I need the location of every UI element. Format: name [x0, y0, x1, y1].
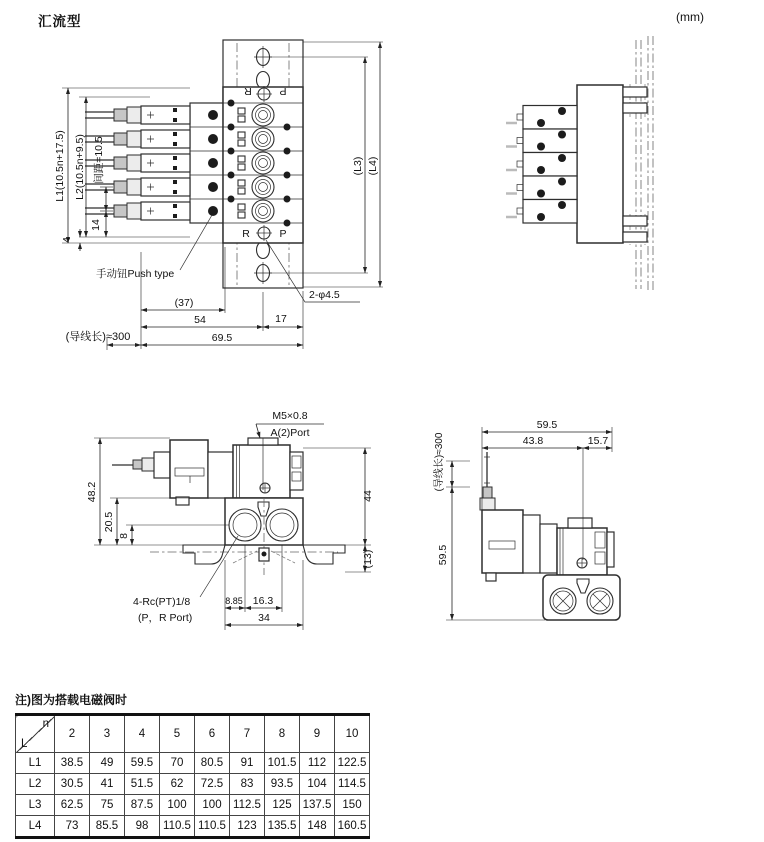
rail-side-view: [506, 36, 653, 293]
table-cell: 70: [160, 753, 195, 774]
dim-16-3-label: 16.3: [252, 595, 274, 607]
manual-button: [208, 158, 218, 168]
table-cell: 98: [125, 816, 160, 838]
connector-block: [154, 452, 170, 478]
manual-button: [208, 206, 218, 216]
pr-port-callout: [133, 536, 238, 624]
table-cell: 104: [300, 774, 335, 795]
dim-8-label: 8: [118, 533, 130, 539]
table-col-header: 9: [300, 715, 335, 753]
table-cell: 125: [265, 795, 300, 816]
manual-button-label: 手动钮Push type: [96, 268, 175, 280]
solenoid-body-2: [482, 510, 523, 581]
dim-l2-label: L2(10.5n+9.5): [74, 134, 86, 200]
a-port-callout: [256, 410, 324, 439]
table-cell: 49: [90, 753, 125, 774]
table-cell: 114.5: [335, 774, 370, 795]
table-corner-cell: [16, 715, 55, 753]
manifold-body: [190, 85, 303, 243]
screw: [577, 558, 587, 568]
dim-59-5-left-label: 59.5: [437, 544, 449, 566]
table-cell: 123: [230, 816, 265, 838]
dim-44: [303, 448, 374, 545]
dim-69-5: [141, 332, 303, 345]
table-col-header: 8: [265, 715, 300, 753]
table-cell: 150: [335, 795, 370, 816]
table-cell: 62: [160, 774, 195, 795]
table-cell: 160.5: [335, 816, 370, 838]
table-row: [16, 816, 370, 838]
adapter-block: [208, 452, 233, 498]
valve-station-side: [506, 200, 577, 224]
dim-14-label: 14: [90, 219, 102, 231]
table-cell: 75: [90, 795, 125, 816]
front-view: [54, 40, 383, 350]
dim-44-label: 44: [362, 490, 374, 502]
dim-34-label: 34: [258, 612, 270, 624]
dim-15-7: [583, 435, 612, 448]
valve-station-side: [506, 129, 577, 153]
dim-pitch: [92, 136, 113, 211]
table-cell: 62.5: [55, 795, 90, 816]
dim-34: [225, 612, 303, 625]
dim-13-label: (13): [362, 549, 374, 569]
lead-length-label-2: (导线长)≈300: [434, 432, 445, 492]
table-cell: 93.5: [265, 774, 300, 795]
rail-bracket: [623, 214, 647, 245]
table-cell: 80.5: [195, 753, 230, 774]
corner-n-label: n: [42, 718, 49, 730]
table-cell: 59.5: [125, 753, 160, 774]
dim-pitch-label: 间距=10.5: [93, 136, 105, 184]
table-cell: 148: [300, 816, 335, 838]
pr-port-label: (P，R Port): [138, 612, 193, 624]
connector-block-2: [523, 515, 540, 573]
dim-43-8: [482, 435, 583, 448]
dim-lead-length-2: [432, 432, 470, 491]
port-p-label: P: [279, 228, 287, 240]
dim-8: [118, 525, 229, 545]
table-cell: 38.5: [55, 753, 90, 774]
dim-13: [345, 545, 374, 572]
dim-14: [90, 211, 106, 237]
dim-16-3: [245, 595, 282, 608]
table-col-header: 2: [55, 715, 90, 753]
table-cell: 87.5: [125, 795, 160, 816]
manual-button: [208, 134, 218, 144]
dim-lead-length: [66, 329, 141, 350]
table-cell: 41: [90, 774, 125, 795]
dim-48-2-label: 48.2: [86, 481, 98, 503]
manifold-base-2: [543, 575, 620, 620]
dim-43-8-label: 43.8: [522, 435, 544, 447]
dim-l3-label: (L3): [352, 156, 364, 176]
dim-37: [141, 297, 225, 310]
dim-59-5-top: [482, 419, 612, 510]
dim-54-label: 54: [194, 314, 206, 326]
row-label: L4: [16, 816, 55, 838]
dim-l4-label: (L4): [367, 156, 379, 176]
table-cell: 112: [300, 753, 335, 774]
dim-69-5-label: 69.5: [211, 332, 233, 344]
table-row: [16, 753, 370, 774]
row-label: L1: [16, 753, 55, 774]
table-col-header: 5: [160, 715, 195, 753]
table-col-header: 10: [335, 715, 370, 753]
bottom-port-labels: [242, 225, 286, 241]
table-cell: 122.5: [335, 753, 370, 774]
table-cell: 112.5: [230, 795, 265, 816]
mounting-plate-side: [577, 85, 623, 243]
table-cell: 72.5: [195, 774, 230, 795]
port-p-label: P: [279, 85, 287, 97]
dim-4-label: 4: [61, 237, 73, 243]
table-note: 注)图为搭载电磁阀时: [15, 693, 127, 707]
valve-side-view-2: [432, 419, 620, 620]
valve-station-side: [506, 176, 577, 200]
lead-length-label: (导线长)≈300: [65, 331, 131, 343]
hole-size-label: 2-φ4.5: [309, 289, 340, 301]
manual-button: [208, 110, 218, 120]
dim-8-85-label: 8.85: [225, 596, 243, 606]
rc-thread-label: 4-Rc(PT)1/8: [133, 596, 191, 608]
dim-l1-label: L1(10.5n+17.5): [54, 130, 66, 202]
table-row: [16, 795, 370, 816]
valve-side-view: [86, 410, 374, 630]
a-port-label: A(2)Port: [270, 427, 310, 439]
page-title: 汇流型: [38, 14, 82, 29]
table-cell: 100: [195, 795, 230, 816]
dim-17: [263, 313, 303, 327]
table-cell: 137.5: [300, 795, 335, 816]
dim-20-5-label: 20.5: [103, 511, 115, 533]
valve-station-side: [506, 106, 577, 130]
table-cell: 51.5: [125, 774, 160, 795]
table-col-header: 6: [195, 715, 230, 753]
row-label: L3: [16, 795, 55, 816]
table-cell: 100: [160, 795, 195, 816]
table-cell: 73: [55, 816, 90, 838]
unit-label: (mm): [676, 10, 704, 24]
dim-8-85: [225, 596, 245, 608]
dim-54: [141, 314, 263, 327]
dim-17-label: 17: [275, 313, 287, 325]
row-label: L2: [16, 774, 55, 795]
dim-59-5-top-label: 59.5: [536, 419, 558, 431]
table-col-header: 4: [125, 715, 160, 753]
table-cell: 83: [230, 774, 265, 795]
lead-wire: [112, 458, 154, 471]
port-r-label: R: [244, 85, 252, 97]
table-cell: 101.5: [265, 753, 300, 774]
table-cell: 91: [230, 753, 265, 774]
table-cell: 135.5: [265, 816, 300, 838]
dimension-table: [15, 713, 370, 839]
valve-body-side: [233, 438, 303, 498]
manual-button-callout: [96, 215, 212, 280]
rail-bracket: [623, 84, 647, 117]
port-r-label: R: [242, 228, 250, 240]
dim-4: [61, 229, 80, 251]
corner-l-label: L: [21, 738, 28, 750]
dim-37-label: (37): [174, 297, 194, 309]
valve-station-side: [506, 153, 577, 177]
table-cell: 30.5: [55, 774, 90, 795]
adapter-block-2: [540, 524, 557, 573]
table-cell: 110.5: [195, 816, 230, 838]
table-col-header: 7: [230, 715, 265, 753]
dim-l4: [303, 42, 383, 287]
dim-15-7-label: 15.7: [587, 435, 609, 447]
table-header-row: [16, 715, 370, 753]
valve-body-2: [557, 518, 614, 575]
table-col-header: 3: [90, 715, 125, 753]
thread-size-label: M5×0.8: [272, 410, 308, 422]
solenoid-body: [170, 440, 208, 505]
table-row: [16, 774, 370, 795]
manual-button: [208, 182, 218, 192]
table-cell: 85.5: [90, 816, 125, 838]
table-cell: 110.5: [160, 816, 195, 838]
screw: [260, 483, 270, 493]
